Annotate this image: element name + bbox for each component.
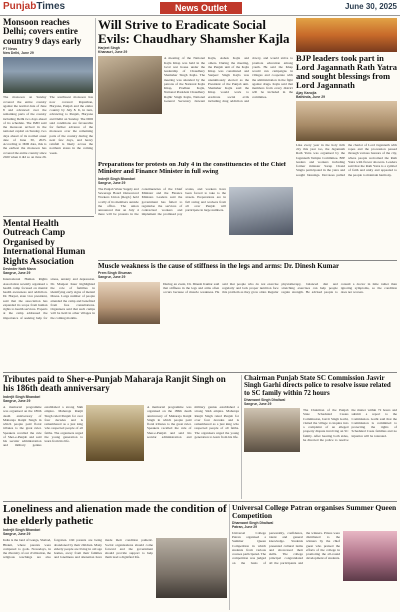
article-kajla — [98, 18, 293, 158]
newspaper-logo[interactable] — [3, 1, 65, 12]
article-byline: Dhanwant Singh Dhaliwal Patran, June 29 — [232, 520, 274, 529]
article-headline[interactable]: Muscle weakness is the cause of stiffness in the legs and arms: Dr. Dinesh Kumar — [98, 263, 340, 270]
ranjit-singh-photo — [86, 405, 144, 461]
article-headline[interactable]: Will Strive to Eradicate Social Evils: Chaudhary Shamsher Kajla — [98, 18, 290, 46]
article-body: India is the land of Ganga, Shabad, Bhakti, where parents were compared to gods. Nowadays, in the diversity of our civilization, the religious teachings are also forgotten. Old parents are being abandoned by their children. Many elderly people are living in old age homes, away from their families and loneliness and alienation have made their condition pathetic. Social organisations should come forward and the government should provide support to help them lead a dignified life. — [3, 538, 153, 560]
article-byline: Devinder Nath Mann Sangrur, June 29 — [3, 267, 36, 276]
column-divider — [241, 375, 242, 499]
logo-word-punjab: Punjab — [3, 1, 37, 12]
column-divider — [229, 504, 230, 610]
article-byline: Harjeet Singh Khanauri, June 29 — [98, 46, 128, 55]
article-byline: Inderjit Singh Bhandari Sangrur, June 29 — [98, 176, 136, 185]
article-body: The monsoon on Sunday covered the entire country against the normal date of June 8 and advanced over the remaining parts of the country including Delhi two days ahead of its schedule. The IMD said the monsoon arrived in the national capital on Sunday, two days ahead of its normal onset date of June 30, 2025. According to IMD data, this is the earliest the monsoon has covered the entire country since 2020 when it did so on June 26. The southwest monsoon has now covered Rajasthan, Haryana, Punjab and the entire country by July 8. It, in turn, advancing to Punjab, Haryana and Delhi on Sunday. The IMD said conditions are favourable for further advance of the monsoon over the remaining parts of the country during the next few days, and heavy rainfall is likely across the northern states in the coming week. — [3, 95, 93, 159]
article-preparations — [98, 162, 293, 258]
article-headline[interactable]: Mental Health Outreach Camp Organised by International Human Rights Association — [3, 219, 86, 266]
section-divider — [3, 216, 94, 217]
article-tributes — [3, 375, 239, 499]
monsoon-photo — [3, 57, 93, 93]
section-divider — [3, 501, 397, 502]
article-jagannath — [296, 18, 397, 208]
elderly-photo — [156, 538, 227, 598]
article-body: Like every year in the holy tirth city this year too, the Jagannath Rath Yatra was organised by the Jagannath Temple Committee. BJP leaders and workers including former minister Sarup Chand Singla participated in the yatra and sought blessings. Devotees pulled the chariot of Lord Jagannath with ropes and the procession passed through various bazaars of the city, where people welcomed the Rath Yatra with flower showers. Leaders said that the Rath Yatra is a symbol of faith and unity and appealed to the people to maintain harmony. — [296, 142, 397, 177]
masthead — [0, 0, 400, 16]
article-byline: Inderjit Singh Bhandari Sangrur, June 29 — [3, 528, 41, 537]
article-body-continued: A memorial programme was organised on the 186th death anniversary of Maharaja Ranjit Singh in which people paid floral tributes to the great ruler. Speakers recalled the rule of Sher-e-Punjab and said his secular administration and military genius established a strong Sikh empire. Maharaja Ranjit Singh ruled Punjab for over four decades and is remembered as a just king who respected people of all faiths. The organisers urged the young generation to learn from his life. — [147, 405, 239, 439]
article-headline[interactable]: Preparations for protests on July 4 in the constituencies of the Chief Minister and Finance Minister in full swing — [98, 162, 286, 175]
issue-date: June 30, 2025 — [344, 2, 397, 11]
article-headline[interactable]: Chairman Punjab State SC Commission Jasvir Singh Garhi directs police to resolve issue related to SC family within 72 hours — [244, 375, 391, 397]
doctor-photo — [98, 282, 160, 324]
article-headline[interactable]: Monsoon reaches Delhi; covers entire country 9 days early — [3, 18, 82, 46]
column-divider — [95, 18, 96, 214]
kajla-photo — [98, 56, 162, 114]
summer-queen-photo — [343, 531, 397, 581]
commission-photo — [244, 408, 300, 452]
article-headline[interactable]: Tributes paid to Sher-e-Punjab Maharaja Ranjit Singh on his 186th death anniversary — [3, 375, 226, 394]
section-tag[interactable]: News Outlet — [160, 2, 242, 14]
article-body: International Human Rights Association recently organised a health camp focused on mental health awareness and addiction. Dr. Harpal, state vice president, said that the association has expanded its scope from human rights to health services. Experts at the camp addressed the importance of seeking help for stress, anxiety and depression. Dr. Manjeet Kaur highlighted the role of families in identifying early signs of mental illness. Large number of people attended the camp and benefited from free consultations. Organisers said that such camps will be held in other villages in the coming months. — [3, 277, 95, 320]
article-body: The Punjab Water Supply and Sewerage Board Outsourced Workers Union (Regd.) held a rally of its members outside the office. The union announced that on July 4 there will be protests in the constituencies of the Chief Minister and the Finance Minister. Leaders said the government has failed to regularise the services of contractual workers and implement the promised pay scales, and workers have been forced to take to the streets. Preparations are in full swing and workers from all over Punjab will participate in large numbers. — [98, 186, 226, 217]
article-headline[interactable]: BJP leaders took part in Lord Jagannath Rath Yatra and sought blessings from Lord Jagannath — [296, 53, 397, 90]
article-body: A memorial programme was organised on the 186th death anniversary of Maharaja Ranjit Singh in which people paid floral tributes to the great ruler. Speakers recalled the rule of Sher-e-Punjab and said his secular administration and military genius established a strong Sikh empire. Maharaja Ranjit Singh ruled Punjab for over four decades and is remembered as a just king who respected people of all faiths. The organisers urged the young generation to learn from his life. — [3, 405, 83, 448]
article-byline: Inderjit Singh Bhandari Sangrur, June 29 — [3, 394, 41, 403]
section-divider — [98, 260, 397, 261]
rath-yatra-photo — [296, 18, 397, 52]
article-body: A meeting of the National Kajla Khap was held in the local rest house under the leadership of Chaudhary Shamsher Singh Kajla. The meeting was attended by the patrons of the National Kajla Khap, Pradhan Kajla, National President Chaudhary Rajbir Singh Kajla, National General Secretary Jaswant Kajla, Ashok Kajla and others. During the meeting, the Punjab unit of the Kajla Khap was constituted and Sanjeev Singh Kajla was unanimously elected as the President of the Punjab unit. Shamsher Kajla said the Khap would work to eradicate social evils including drug addiction and dowry, and would strive to promote education among youth. He said the Khap would run campaigns in villages and cooperate with the administration in the fight against drugs. Kajla said that members from every district will be included in the committee. — [164, 56, 293, 103]
article-body: During an event, Dr. Dinesh Kumar said that stiffness in the legs and arms often occurs because of muscle weakness. He said that people who do not exercise regularly and lack proper nutrition face this problem as they grow older. Regular physiotherapy, balanced diet and stretching exercises can help people regain strength. He advised people to consult a doctor in time rather than ignoring symptoms, so the condition does not worsen. — [163, 281, 397, 294]
article-byline: PT News New Delhi, June 29 — [3, 47, 34, 56]
article-loneliness — [3, 504, 227, 610]
section-divider — [3, 372, 397, 373]
article-mental-health — [3, 219, 95, 369]
article-byline: Prem Singh Ghuman Sangrur, June 29 — [98, 271, 132, 280]
article-body: Universal College Patran organised a Summer Queen Competition in which students from various courses participated. The competition was judged on the basis of personality, confidence, talent and general knowledge. Students presented cultural items and showcased their skills. The college principal congratulated all the participants and the winners. Prizes were distributed to the winners by the chief guest who praised the efforts of the college in promoting the all-round development of students. — [232, 530, 340, 565]
article-headline[interactable]: Universal College Patran organises Summer Queen Competition — [232, 504, 397, 520]
article-monsoon — [3, 18, 93, 214]
logo-word-times: Times — [36, 1, 66, 12]
article-byline: Dhanwant Singh Dhaliwal Sangrur, June 29 — [244, 398, 286, 407]
article-headline[interactable]: Loneliness and alienation made the condition of the elderly pathetic — [3, 504, 227, 527]
article-body: The Chairman of the Punjab State Scheduled Castes Commission, Jasvir Singh Garhi, visited the village to inquire into a complaint of an alleged property dispute involving an SC family. After hearing both sides, he directed the police to resolve the matter within 72 hours and submit a report to the Commission. Garhi said that the Commission is committed to protecting the rights of Scheduled Caste families and no injustice will be tolerated. — [303, 408, 397, 442]
article-university — [232, 504, 397, 610]
bjp-leaders-photo — [296, 101, 397, 141]
article-byline: Ajay Kanojia Bathinda, June 29 — [296, 90, 326, 99]
article-muscle — [98, 263, 397, 341]
article-chairman — [244, 375, 397, 499]
protest-photo — [229, 187, 293, 235]
